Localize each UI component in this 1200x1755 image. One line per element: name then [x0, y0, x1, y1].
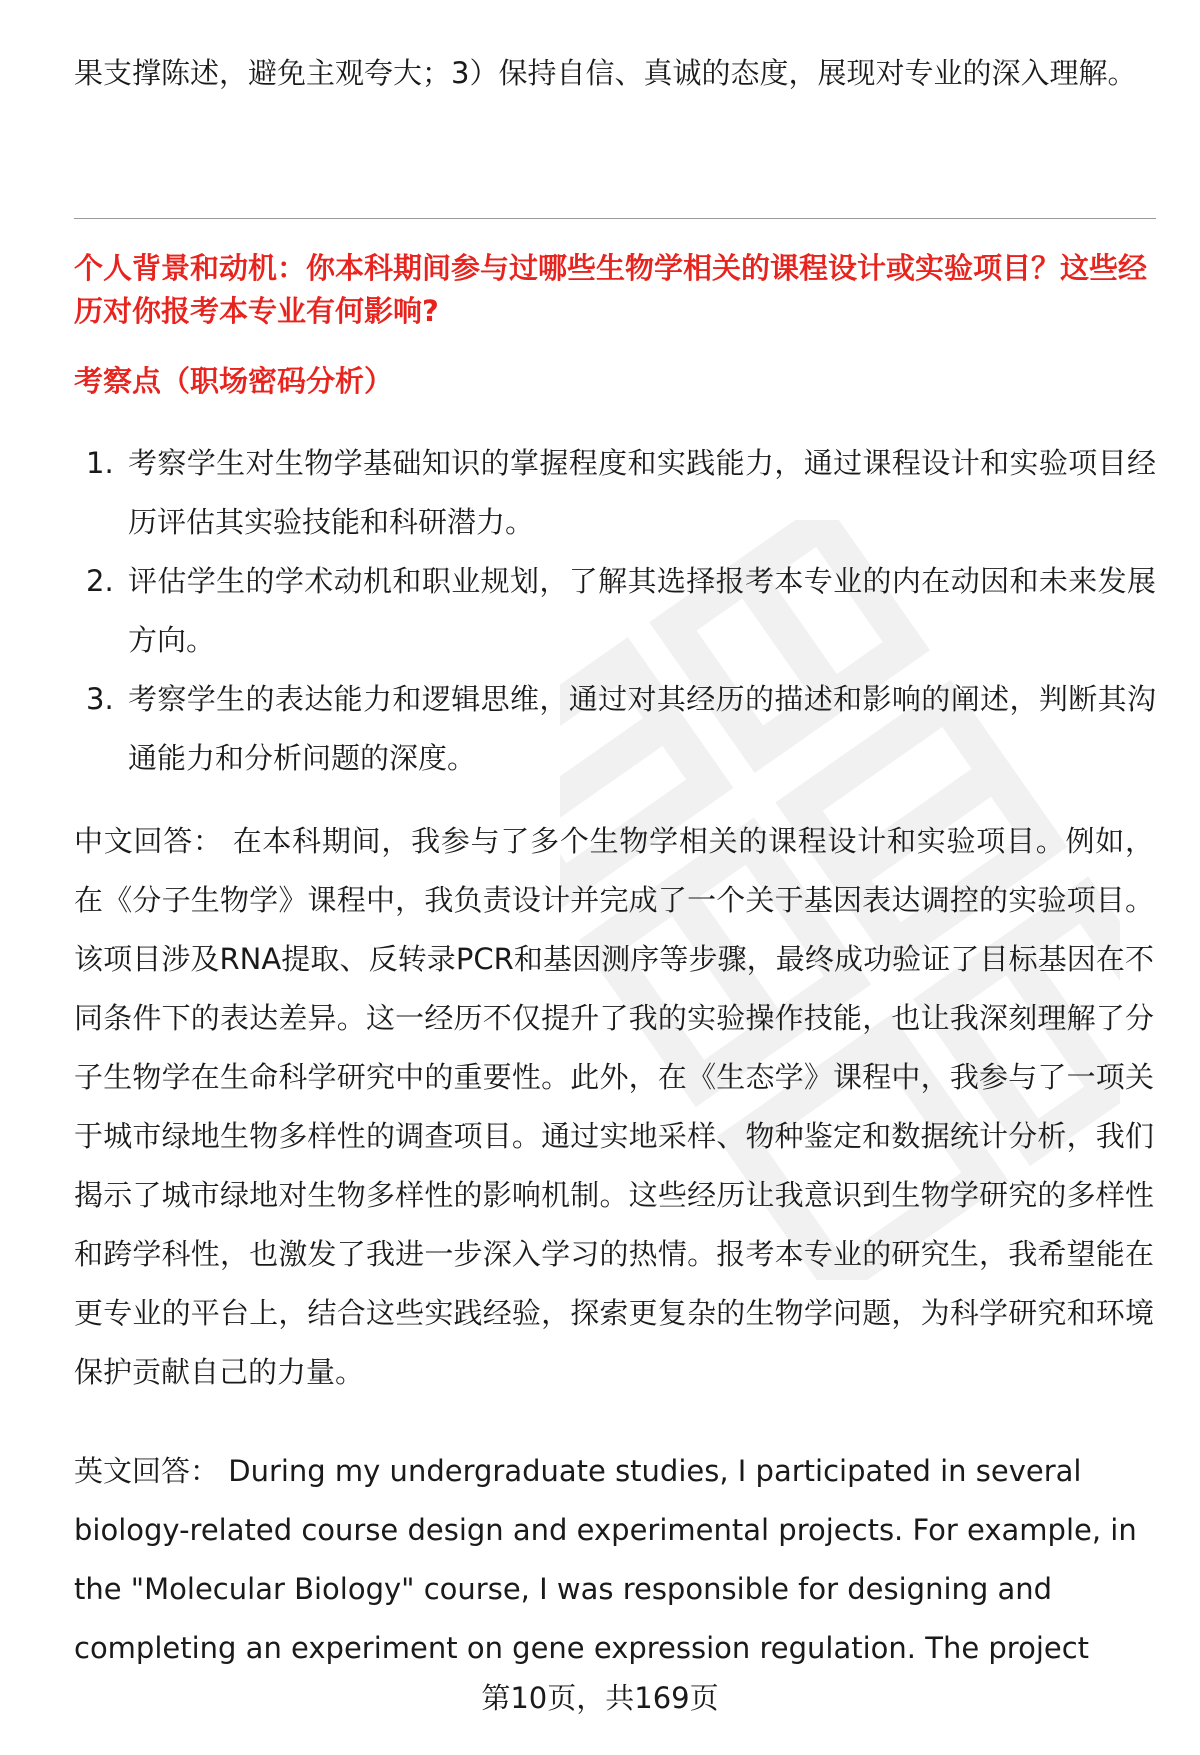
list-item-text: 评估学生的学术动机和职业规划，了解其选择报考本专业的内在动因和未来发展方向。 [128, 564, 1156, 657]
english-answer-label: 英文回答： [74, 1454, 220, 1488]
chinese-answer-label: 中文回答： [74, 824, 223, 858]
continued-paragraph: 果支撑陈述，避免主观夸大；3）保持自信、真诚的态度，展现对专业的深入理解。 [74, 56, 1137, 90]
page-number-footer: 第10页，共169页 [481, 1681, 719, 1715]
list-item-text: 考察学生对生物学基础知识的掌握程度和实践能力，通过课程设计和实验项目经历评估其实验技能和科研潜力。 [128, 446, 1156, 539]
list-item [74, 670, 1156, 788]
list-item-number: 1. [86, 446, 114, 480]
english-answer-text: During my undergraduate studies, I participated in several biology-related course design and experimental projects. For example, in the "Molecular Biology" course, I was responsible for designing and completing an experiment on gene expression regulation. The project [74, 1454, 1137, 1665]
assessment-points-heading: 考察点（职场密码分析） [74, 364, 394, 398]
chinese-answer-paragraph [74, 812, 1154, 1402]
list-item-text: 考察学生的表达能力和逻辑思维，通过对其经历的描述和影响的阐述，判断其沟通能力和分析问题的深度。 [128, 682, 1156, 775]
assessment-points-list [74, 434, 1156, 788]
list-item-number: 3. [86, 682, 114, 716]
list-item [74, 434, 1156, 552]
question-heading: 个人背景和动机：你本科期间参与过哪些生物学相关的课程设计或实验项目？这些经历对你报考本专业有何影响? [74, 251, 1148, 328]
section-divider [74, 218, 1156, 219]
chinese-answer-text: 在本科期间，我参与了多个生物学相关的课程设计和实验项目。例如，在《分子生物学》课程中，我负责设计并完成了一个关于基因表达调控的实验项目。该项目涉及RNA提取、反转录PCR和基因测序等步骤，最终成功验证了目标基因在不同条件下的表达差异。这一经历不仅提升了我的实验操作技能，也让我深刻理解了分子生物学在生命科学研究中的重要性。此外，在《生态学》课程中，我参与了一项关于城市绿地生物多样性的调查项目。通过实地采样、物种鉴定和数据统计分析，我们揭示了城市绿地对生物多样性的影响机制。这些经历让我意识到生物学研究的多样性和跨学科性，也激发了我进一步深入学习的热情。报考本专业的研究生，我希望能在更专业的平台上，结合这些实践经验，探索更复杂的生物学问题，为科学研究和环境保护贡献自己的力量。 [74, 824, 1154, 1389]
list-item-number: 2. [86, 564, 114, 598]
list-item [74, 552, 1156, 670]
english-answer-paragraph [74, 1442, 1154, 1678]
